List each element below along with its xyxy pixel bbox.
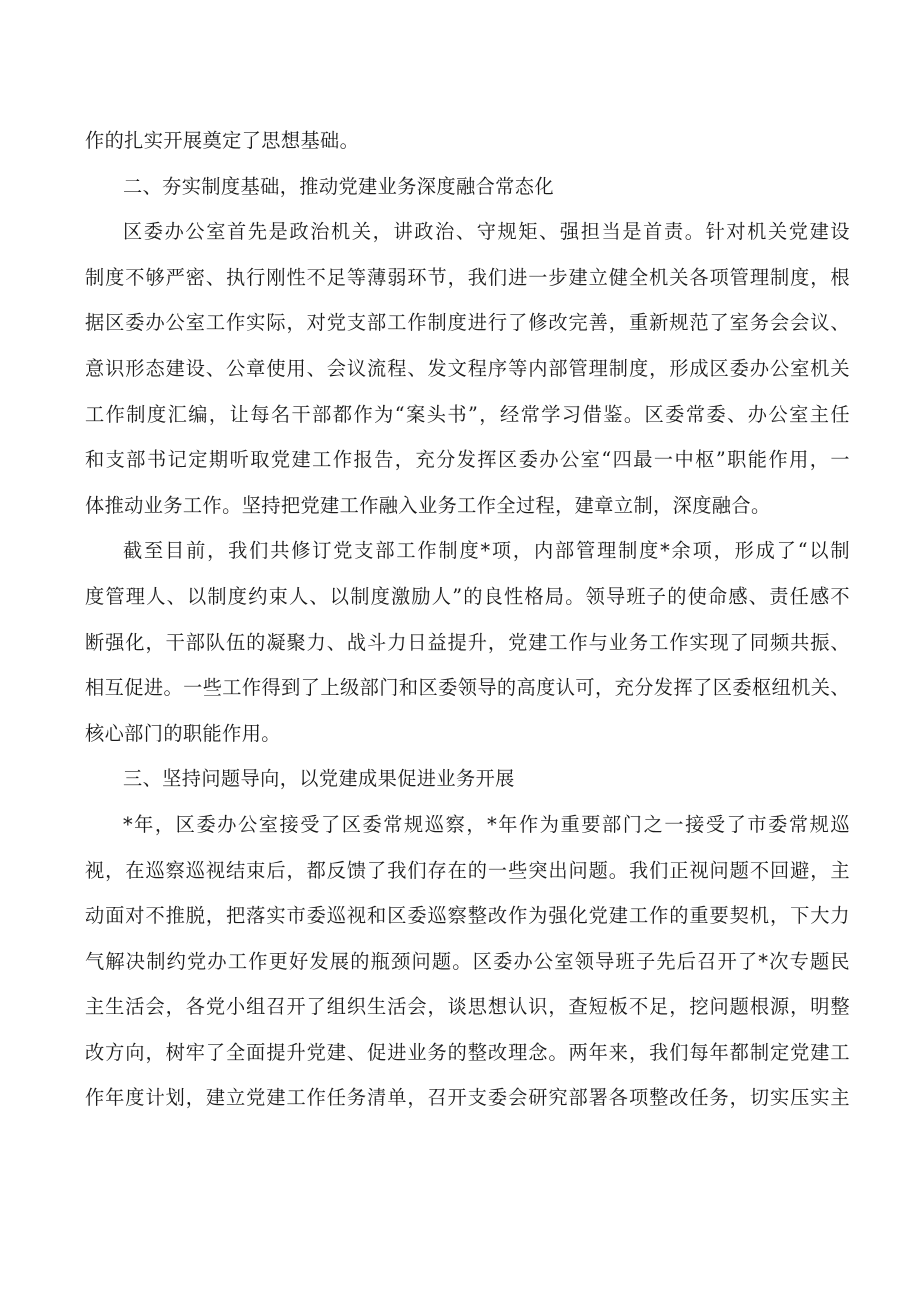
paragraph-line: 核心部门的职能作用。	[85, 721, 281, 745]
paragraph-line: 和支部书记定期听取党建工作报告，充分发挥区委办公室“四最一中枢”职能作用，一	[85, 448, 850, 472]
section-heading: 三、坚持问题导向，以党建成果促进业务开展	[123, 767, 515, 791]
paragraph-line: 气解决制约党办工作更好发展的瓶颈问题。区委办公室领导班子先后召开了*次专题民	[85, 949, 850, 973]
paragraph-line: 工作制度汇编，让每名干部都作为“案头书”，经常学习借鉴。区委常委、办公室主任	[85, 402, 850, 426]
paragraph-line: 据区委办公室工作实际，对党支部工作制度进行了修改完善，重新规范了室务会会议、	[85, 311, 850, 335]
paragraph-line: 体推动业务工作。坚持把党建工作融入业务工作全过程，建章立制，深度融合。	[85, 493, 771, 517]
paragraph-line: 作的扎实开展奠定了思想基础。	[85, 129, 360, 152]
paragraph-line: 相互促进。一些工作得到了上级部门和区委领导的高度认可，充分发挥了区委枢纽机关、	[85, 676, 850, 700]
paragraph-line: 度管理人、以制度约束人、以制度激励人”的良性格局。领导班子的使命感、责任感不	[85, 584, 850, 608]
paragraph-line: 截至目前，我们共修订党支部工作制度*项，内部管理制度*余项，形成了“以制	[123, 539, 850, 563]
paragraph-line: 作年度计划，建立党建工作任务清单，召开支委会研究部署各项整改任务，切实压实主	[85, 1086, 850, 1110]
paragraph-line: 主生活会，各党小组召开了组织生活会，谈思想认识，查短板不足，挖问题根源，明整	[85, 995, 850, 1019]
section-heading: 二、夯实制度基础，推动党建业务深度融合常态化	[123, 174, 554, 198]
paragraph-line: 区委办公室首先是政治机关，讲政治、守规矩、强担当是首责。针对机关党建设	[123, 220, 850, 244]
paragraph-line: 意识形态建设、公章使用、会议流程、发文程序等内部管理制度，形成区委办公室机关	[85, 356, 850, 380]
paragraph-line: 动面对不推脱，把落实市委巡视和区委巡察整改作为强化党建工作的重要契机，下大力	[85, 904, 850, 928]
paragraph-line: 视，在巡察巡视结束后，都反馈了我们存在的一些突出问题。我们正视问题不回避，主	[85, 858, 850, 882]
paragraph-line: *年，区委办公室接受了区委常规巡察，*年作为重要部门之一接受了市委常规巡	[123, 812, 850, 836]
document-page	[85, 118, 850, 1121]
paragraph-line: 制度不够严密、执行刚性不足等薄弱环节，我们进一步建立健全机关各项管理制度，根	[85, 265, 850, 289]
paragraph-line: 改方向，树牢了全面提升党建、促进业务的整改理念。两年来，我们每年都制定党建工	[85, 1040, 850, 1064]
paragraph-line: 断强化，干部队伍的凝聚力、战斗力日益提升，党建工作与业务工作实现了同频共振、	[85, 630, 850, 654]
